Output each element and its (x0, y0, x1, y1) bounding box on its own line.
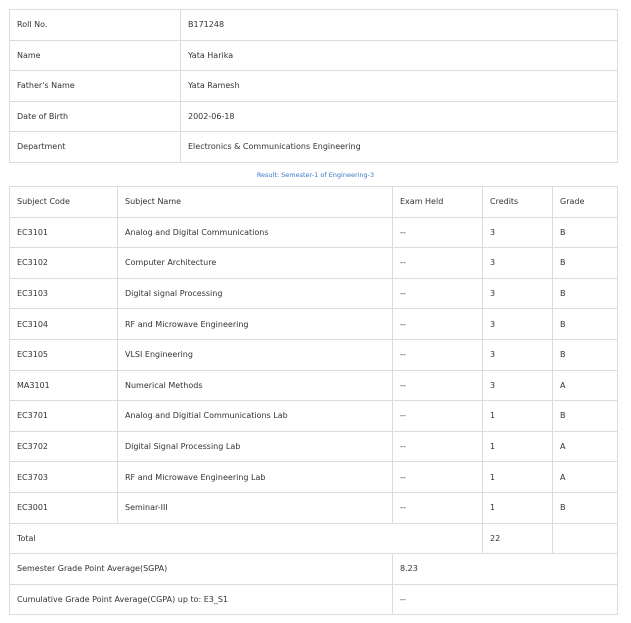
subject-exam-held: -- (393, 370, 483, 401)
subject-code: EC3001 (10, 492, 118, 523)
subject-exam-held: -- (393, 492, 483, 523)
subject-code: EC3703 (10, 462, 118, 493)
subject-row (10, 217, 618, 248)
subject-exam-held: -- (393, 462, 483, 493)
total-grade-empty (553, 523, 618, 554)
subject-grade: A (553, 431, 618, 462)
student-info-value: B171248 (181, 10, 618, 41)
student-info-value: 2002-06-18 (181, 101, 618, 132)
subject-row (10, 431, 618, 462)
subject-credits: 1 (483, 462, 553, 493)
subject-credits: 3 (483, 370, 553, 401)
cgpa-value: -- (393, 584, 618, 615)
total-label: Total (10, 523, 483, 554)
subject-name: RF and Microwave Engineering Lab (118, 462, 393, 493)
student-info-row (10, 132, 618, 163)
header-subject-code: Subject Code (10, 187, 118, 218)
subject-code: MA3101 (10, 370, 118, 401)
subject-code: EC3102 (10, 248, 118, 279)
student-info-label: Name (10, 40, 181, 71)
subject-credits: 1 (483, 492, 553, 523)
subject-grade: A (553, 462, 618, 493)
header-credits: Credits (483, 187, 553, 218)
subject-row (10, 309, 618, 340)
subject-credits: 3 (483, 339, 553, 370)
subject-grade: B (553, 339, 618, 370)
subject-exam-held: -- (393, 339, 483, 370)
subject-name: Computer Architecture (118, 248, 393, 279)
subject-exam-held: -- (393, 401, 483, 432)
subject-credits: 3 (483, 217, 553, 248)
total-credits: 22 (483, 523, 553, 554)
student-info-label: Roll No. (10, 10, 181, 41)
subject-row (10, 492, 618, 523)
total-row (10, 523, 618, 554)
subject-exam-held: -- (393, 248, 483, 279)
student-info-row (10, 71, 618, 102)
subject-grade: A (553, 370, 618, 401)
subject-name: Digital signal Processing (118, 278, 393, 309)
subject-name: Numerical Methods (118, 370, 393, 401)
student-info-label: Department (10, 132, 181, 163)
subject-exam-held: -- (393, 278, 483, 309)
subject-credits: 3 (483, 248, 553, 279)
subject-code: EC3104 (10, 309, 118, 340)
subject-row (10, 339, 618, 370)
header-grade: Grade (553, 187, 618, 218)
student-info-label: Father's Name (10, 71, 181, 102)
subject-credits: 1 (483, 431, 553, 462)
student-info-label: Date of Birth (10, 101, 181, 132)
subject-exam-held: -- (393, 309, 483, 340)
marks-table (9, 186, 618, 615)
subject-grade: B (553, 248, 618, 279)
subject-grade: B (553, 309, 618, 340)
student-info-row (10, 101, 618, 132)
subject-row (10, 462, 618, 493)
subject-code: EC3105 (10, 339, 118, 370)
subject-row (10, 248, 618, 279)
subject-name: Analog and Digitial Communications Lab (118, 401, 393, 432)
sgpa-label: Semester Grade Point Average(SGPA) (10, 554, 393, 585)
subject-grade: B (553, 401, 618, 432)
subject-row (10, 278, 618, 309)
subject-grade: B (553, 278, 618, 309)
subject-name: Analog and Digital Communications (118, 217, 393, 248)
subject-code: EC3702 (10, 431, 118, 462)
subject-row (10, 370, 618, 401)
subject-credits: 3 (483, 278, 553, 309)
subject-name: Seminar-III (118, 492, 393, 523)
cgpa-label: Cumulative Grade Point Average(CGPA) up to: E3_S1 (10, 584, 393, 615)
student-info-value: Electronics & Communications Engineering (181, 132, 618, 163)
subject-code: EC3101 (10, 217, 118, 248)
subject-credits: 1 (483, 401, 553, 432)
cgpa-row (10, 584, 618, 615)
student-info-value: Yata Ramesh (181, 71, 618, 102)
subject-grade: B (553, 492, 618, 523)
subject-name: Digital Signal Processing Lab (118, 431, 393, 462)
subject-credits: 3 (483, 309, 553, 340)
student-info-row (10, 10, 618, 41)
subject-exam-held: -- (393, 431, 483, 462)
subject-exam-held: -- (393, 217, 483, 248)
result-caption: Result: Semester-1 of Engineering-3 (256, 171, 375, 179)
sgpa-value: 8.23 (393, 554, 618, 585)
sgpa-row (10, 554, 618, 585)
subject-code: EC3701 (10, 401, 118, 432)
student-info-value: Yata Harika (181, 40, 618, 71)
header-subject-name: Subject Name (118, 187, 393, 218)
subject-code: EC3103 (10, 278, 118, 309)
subject-name: VLSI Engineering (118, 339, 393, 370)
header-exam-held: Exam Held (393, 187, 483, 218)
student-info-table (9, 9, 618, 163)
marks-header-row (10, 187, 618, 218)
student-info-row (10, 40, 618, 71)
subject-grade: B (553, 217, 618, 248)
subject-row (10, 401, 618, 432)
subject-name: RF and Microwave Engineering (118, 309, 393, 340)
